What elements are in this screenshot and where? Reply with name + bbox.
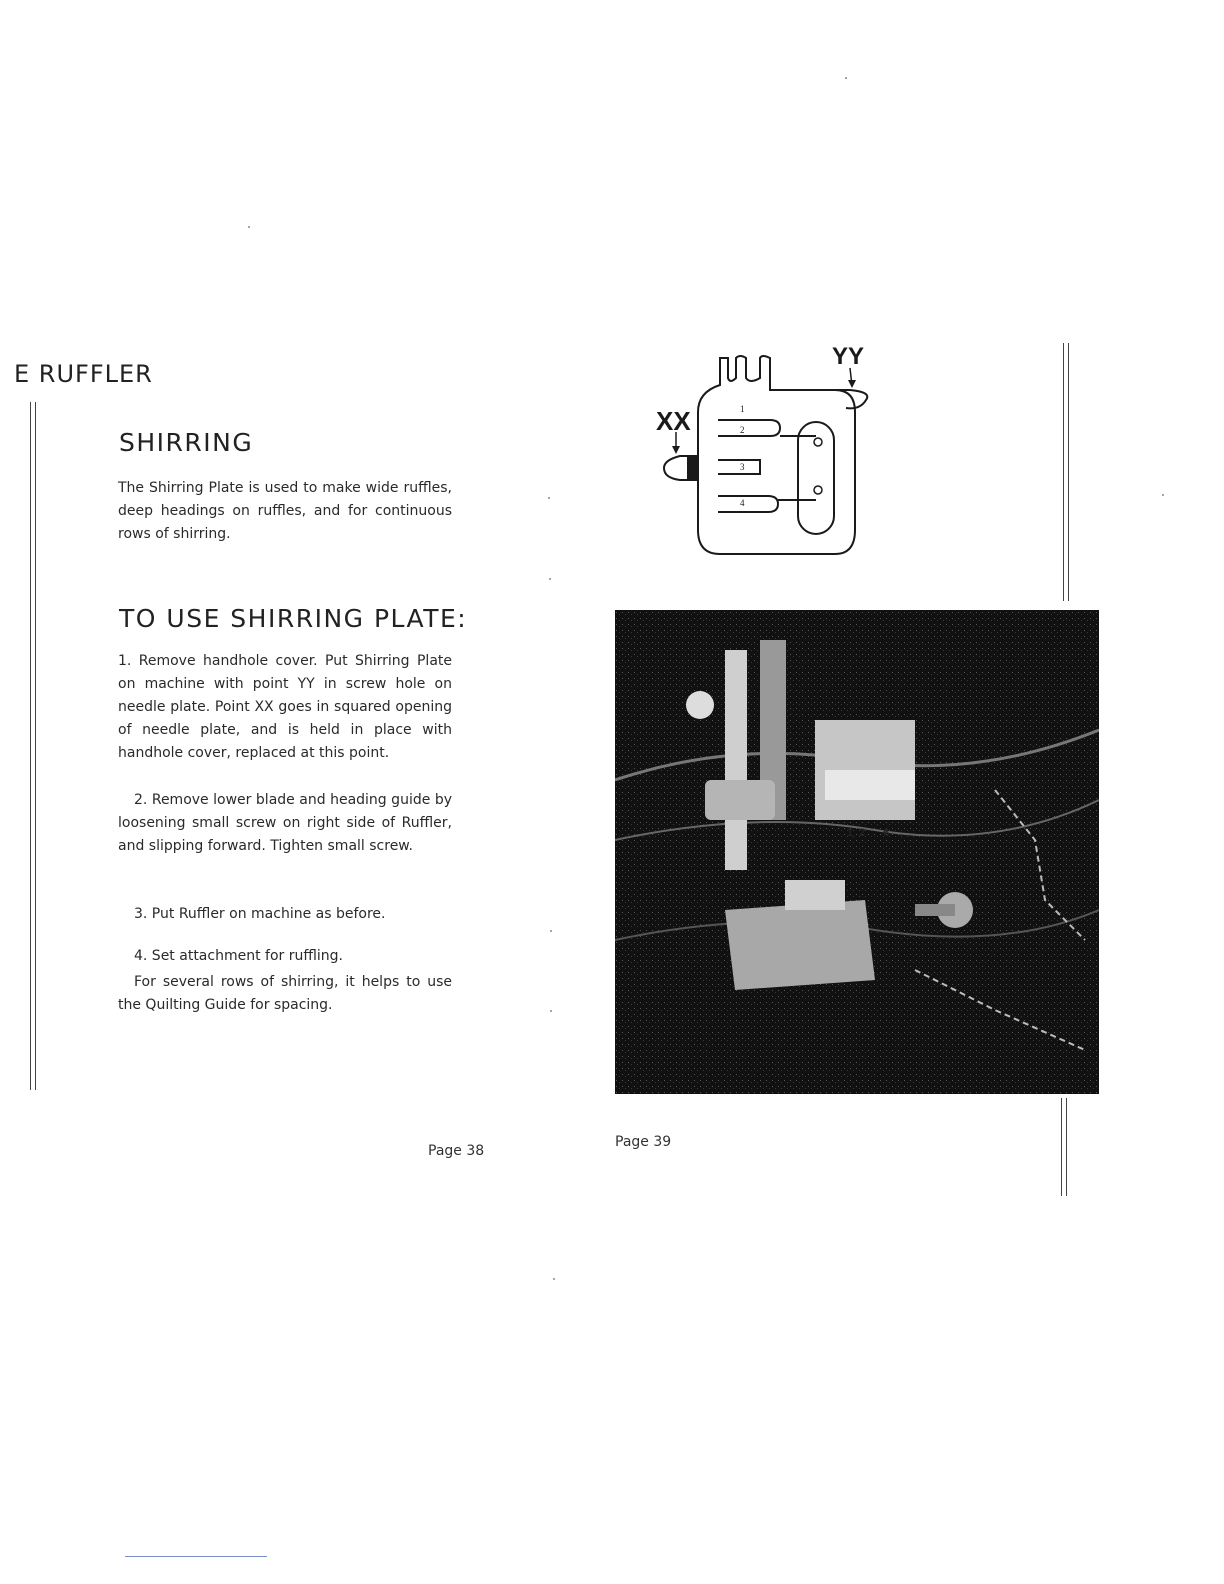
scan-speck (550, 930, 552, 932)
label-xx: XX (656, 406, 691, 436)
left-margin-rule-2 (35, 402, 36, 1090)
slot-number-2: 2 (740, 425, 745, 435)
scan-speck (550, 1010, 552, 1012)
instruction-step-2: 2. Remove lower blade and heading guide by loosening small screw on right side of Ruffler, and slipping forward. Tighten small screw. (118, 792, 452, 854)
chapter-title: E RUFFLER (14, 360, 153, 388)
instruction-step-1: 1. Remove handhole cover. Put Shirring Plate on machine with point YY in screw hole on needle plate. Point XX goes in squared opening of needle plate, and is held in place with handhole cover, replaced at this point. (118, 653, 452, 761)
right-margin-rule-bottom (1061, 1098, 1062, 1196)
page-number-right: Page 39 (615, 1134, 672, 1150)
section-heading-use-plate: TO USE SHIRRING PLATE: (119, 604, 468, 633)
slot-number-4: 4 (740, 498, 745, 508)
scan-speck (845, 77, 847, 79)
right-margin-rule-top (1063, 343, 1064, 601)
scan-speck (1162, 494, 1164, 496)
slot-number-3: 3 (740, 462, 745, 472)
scan-speck (248, 226, 250, 228)
left-margin-rule (30, 402, 31, 1090)
scan-speck (548, 497, 550, 499)
label-yy: YY (832, 343, 865, 370)
right-margin-rule-bottom-2 (1066, 1098, 1067, 1196)
section-heading-shirring: SHIRRING (119, 428, 254, 457)
scan-speck (549, 578, 551, 580)
instruction-note: For several rows of shirring, it helps to use the Quilting Guide for spacing. (118, 974, 452, 1013)
blue-margin-mark (125, 1556, 267, 1557)
page-number-left: Page 38 (428, 1143, 485, 1159)
gauge-number-1: 1 (847, 827, 854, 839)
scan-speck (553, 1278, 555, 1280)
slot-number-1: 1 (740, 404, 745, 414)
gauge-number-2: 2 (859, 827, 866, 839)
instruction-step-4: 4. Set attachment for ruffling. (134, 948, 343, 964)
instruction-step-3: 3. Put Ruffler on machine as before. (134, 906, 386, 922)
ruffler-photograph (615, 610, 1099, 1094)
shirring-plate-diagram (650, 340, 880, 570)
right-margin-rule-top-2 (1068, 343, 1069, 601)
gauge-number-6: 6 (883, 827, 890, 839)
shirring-intro-text: The Shirring Plate is used to make wide ruffles, deep headings on ruffles, and for continuous rows of shirring. (118, 480, 452, 542)
